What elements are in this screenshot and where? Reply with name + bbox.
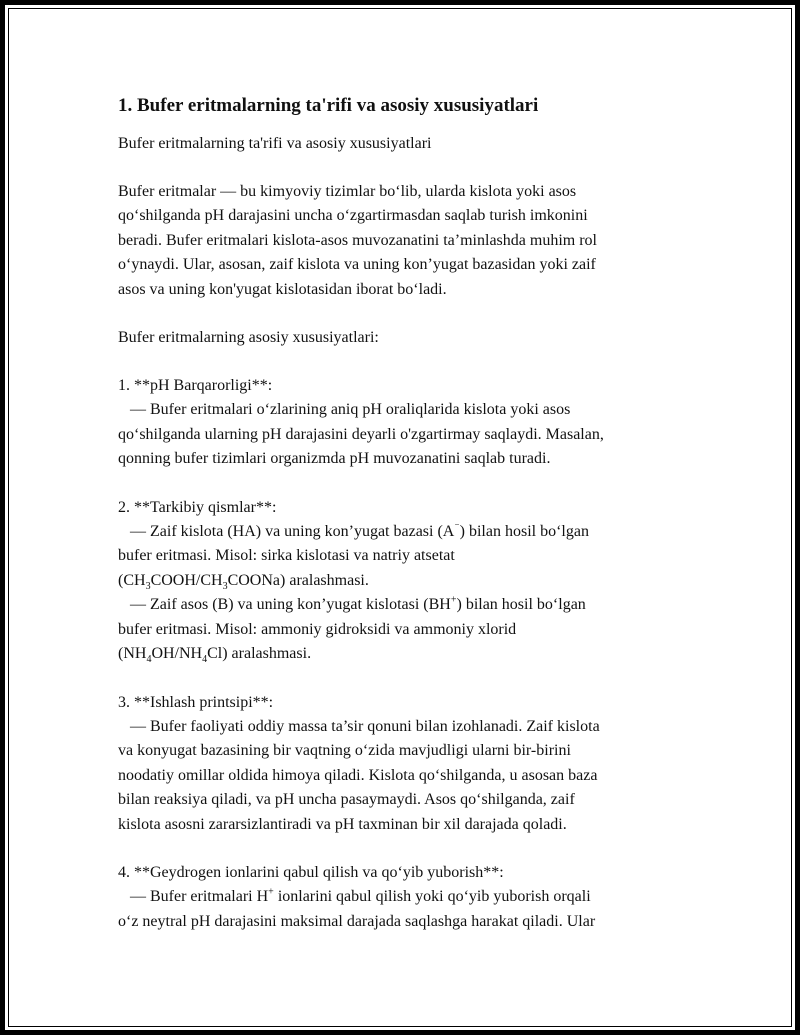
- text-run: COOH/CH: [150, 571, 223, 589]
- text-run: ionlarini qabul qilish yoki qo‘yib yuborish orqali: [273, 888, 591, 906]
- subscript: 3: [145, 581, 151, 593]
- text-line: kislota asosni zararsizlantiradi va pH taxminan bir xil darajada qoladi.: [118, 815, 567, 833]
- superscript: ⁻: [454, 521, 460, 533]
- section-ph-stability: [118, 374, 698, 472]
- section-working-principle: [118, 691, 698, 837]
- section-title: 4. **Geydrogen ionlarini qabul qilish va qo‘yib yuborish**:: [118, 863, 504, 881]
- subscript: 3: [222, 581, 228, 593]
- text-line: Bufer eritmalar — bu kimyoviy tizimlar bo‘lib, ularda kislota yoki asos: [118, 183, 577, 200]
- text-line: asos va uning kon'yugat kislotasidan iborat bo‘ladi.: [118, 280, 447, 298]
- text-line: qo‘shilganda ularning pH darajasini deyarli o'zgartirmay saqlaydi. Masalan,: [118, 425, 604, 443]
- text-run: ) bilan hosil bo‘lgan: [459, 523, 589, 541]
- superscript: +: [268, 887, 274, 899]
- text-line: [118, 885, 698, 909]
- text-run: OH/NH: [151, 645, 203, 663]
- text-line: bufer eritmasi. Misol: ammoniy gidroksidi va ammoniy xlorid: [118, 620, 517, 638]
- text-line: [118, 593, 698, 617]
- text-run: — Bufer eritmalari H: [118, 888, 269, 906]
- section-title: 3. **Ishlash printsipi**:: [118, 693, 274, 711]
- text-run: Cl) aralashmasi.: [207, 645, 312, 663]
- text-line: o‘z neytral pH darajasini maksimal darajada saqlashga harakat qiladi. Ular: [118, 912, 596, 930]
- text-line: o‘ynaydi. Ular, asosan, zaif kislota va uning kon’yugat bazasidan yoki zaif: [118, 256, 596, 274]
- text-line: va konyugat bazasining bir vaqtning o‘zida mavjudligi ularni bir-birini: [118, 742, 571, 760]
- intro-paragraph: [118, 180, 698, 302]
- text-line: — Bufer faoliyati oddiy massa ta’sir qonuni bilan izohlanadi. Zaif kislota: [118, 717, 600, 735]
- superscript: +: [450, 594, 457, 606]
- text-run: (CH: [118, 571, 146, 589]
- text-line: [118, 642, 698, 666]
- text-run: — Zaif kislota (HA) va uning kon’yugat bazasi (A: [118, 523, 455, 541]
- section-components: [118, 496, 698, 667]
- subscript: 4: [202, 654, 208, 666]
- text-line: beradi. Bufer eritmalari kislota-asos muvozanatini ta’minlashda muhim rol: [118, 231, 597, 249]
- text-line: — Bufer eritmalari o‘zlarining aniq pH oraliqlarida kislota yoki asos: [118, 401, 571, 419]
- document-subtitle: Bufer eritmalarning ta'rifi va asosiy xususiyatlari: [118, 135, 432, 152]
- text-line: noodatiy omillar oldida himoya qiladi. Kislota qo‘shilganda, u asosan baza: [118, 766, 598, 784]
- text-run: (NH: [118, 645, 147, 663]
- text-line: qonning bufer tizimlari organizmda pH muvozanatini saqlab turadi.: [118, 450, 551, 468]
- subscript: 4: [146, 654, 152, 666]
- text-run: ) bilan hosil bo‘lgan: [456, 596, 586, 614]
- section-hydrogen-ions: [118, 861, 698, 934]
- text-run: COONa) aralashmasi.: [227, 571, 369, 589]
- document-heading: 1. Bufer eritmalarning ta'rifi va asosiy xususiyatlari: [118, 95, 539, 116]
- properties-title: Bufer eritmalarning asosiy xususiyatlari:: [118, 329, 379, 347]
- text-run: — Zaif asos (B) va uning kon’yugat kislotasi (BH: [118, 596, 451, 614]
- text-line: bufer eritmasi. Misol: sirka kislotasi va natriy atsetat: [118, 547, 455, 565]
- section-title: 1. **pH Barqarorligi**:: [118, 377, 273, 395]
- text-line: qo‘shilganda pH darajasini uncha o‘zgartirmasdan saqlab turish imkonini: [118, 207, 588, 225]
- text-line: bilan reaksiya qiladi, va pH uncha pasaymaydi. Asos qo‘shilganda, zaif: [118, 791, 575, 809]
- document-body: [118, 94, 698, 934]
- section-title: 2. **Tarkibiy qismlar**:: [118, 498, 277, 516]
- text-line: [118, 569, 698, 593]
- text-line: [118, 520, 698, 544]
